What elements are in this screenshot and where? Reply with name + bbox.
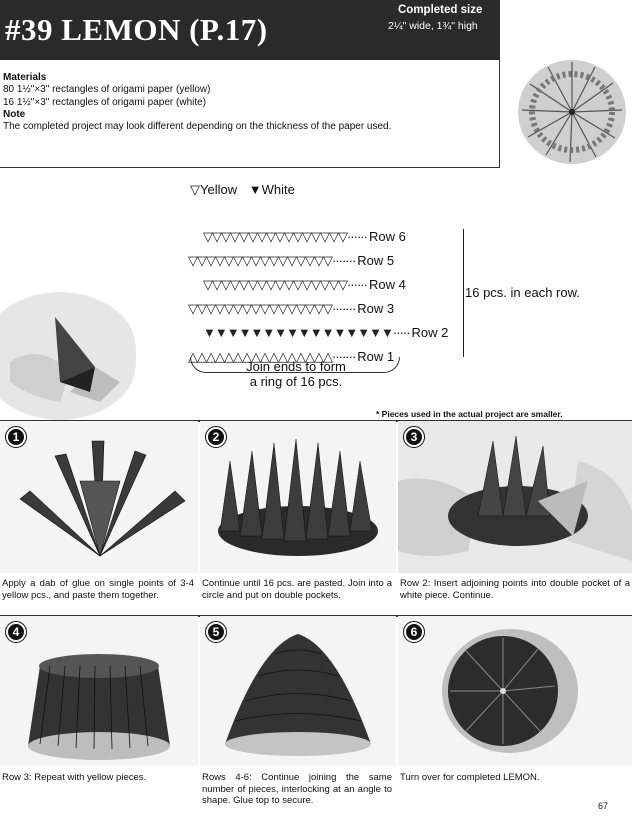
- legend-yellow: ▽Yellow: [190, 182, 238, 197]
- step-2-caption: Continue until 16 pcs. are pasted. Join into a circle and put on double pockets.: [202, 578, 392, 601]
- join-ring-text: Join ends to form a ring of 16 pcs.: [246, 359, 346, 389]
- diagram-row-4: ▽▽▽▽▽▽▽▽▽▽▽▽▽▽▽▽······ Row 4: [203, 277, 406, 292]
- materials-heading: Materials: [3, 72, 47, 83]
- step-1-photo: [0, 421, 198, 573]
- step-5-caption: Rows 4-6: Continue joining the same number of pieces, interlocking at an angle to shape. Glue top to secure.: [202, 772, 392, 806]
- color-legend: [190, 182, 303, 198]
- row-label: Row 3: [357, 301, 395, 316]
- completed-lemon-photo: [500, 40, 638, 170]
- completed-size-value: 2¼" wide, 1¾" high: [388, 20, 478, 32]
- step-3-caption: Row 2: Insert adjoining points into double pocket of a white piece. Continue.: [400, 578, 630, 601]
- hands-folding-photo: [0, 292, 136, 420]
- step-1-caption: Apply a dab of glue on single points of 3-4 yellow pcs., and paste them together.: [2, 578, 194, 601]
- step-4-caption: Row 3: Repeat with yellow pieces.: [2, 772, 147, 783]
- diagram-row-5: ▽▽▽▽▽▽▽▽▽▽▽▽▽▽▽▽······· Row 5: [188, 253, 395, 268]
- rows-brace: [458, 229, 464, 357]
- row-label: Row 5: [357, 253, 395, 268]
- diagram-row-6: ▽▽▽▽▽▽▽▽▽▽▽▽▽▽▽▽······ Row 6: [203, 229, 406, 244]
- step-5-number: 5: [206, 622, 226, 642]
- page-number: 67: [598, 801, 609, 811]
- note-heading: Note: [3, 108, 26, 120]
- step-2-photo: [200, 421, 396, 573]
- pieces-size-note: * Pieces used in the actual project are smaller.: [376, 409, 563, 419]
- row-label: Row 2: [411, 325, 449, 340]
- materials-line-yellow: 80 1½"×3" rectangles of origami paper (yellow): [3, 84, 211, 96]
- legend-white: ▼White: [248, 182, 295, 197]
- materials-line-white: 16 1½"×3" rectangles of origami paper (white): [3, 96, 207, 108]
- materials-box: [0, 60, 500, 168]
- materials-text: [3, 72, 391, 133]
- step-6-number: 6: [404, 622, 424, 642]
- step-3-photo: [398, 421, 632, 573]
- pieces-per-row-text: 16 pcs. in each row.: [465, 285, 580, 300]
- diagram-row-1: △△△△△△△△△△△△△△△△······· Row 1: [188, 349, 395, 364]
- page-title: #39 LEMON (P.17): [5, 12, 268, 47]
- step-3-number: 3: [404, 427, 424, 447]
- step-4-number: 4: [6, 622, 26, 642]
- step-5-photo: [200, 616, 396, 766]
- step-2-number: 2: [206, 427, 226, 447]
- diagram-row-2: ▼▼▼▼▼▼▼▼▼▼▼▼▼▼▼▼····· Row 2: [203, 325, 449, 340]
- note-text: The completed project may look different depending on the thickness of the paper used.: [3, 121, 392, 133]
- step-6-caption: Turn over for completed LEMON.: [400, 772, 540, 783]
- row-label: Row 6: [368, 229, 406, 244]
- step-1-number: 1: [6, 427, 26, 447]
- row-label: Row 1: [357, 349, 395, 364]
- step-6-photo: [398, 616, 632, 766]
- row-label: Row 4: [368, 277, 406, 292]
- diagram-row-3: ▽▽▽▽▽▽▽▽▽▽▽▽▽▽▽▽······· Row 3: [188, 301, 395, 316]
- step-4-photo: [0, 616, 198, 766]
- title-banner: [0, 0, 500, 60]
- completed-size-label: Completed size: [398, 4, 483, 16]
